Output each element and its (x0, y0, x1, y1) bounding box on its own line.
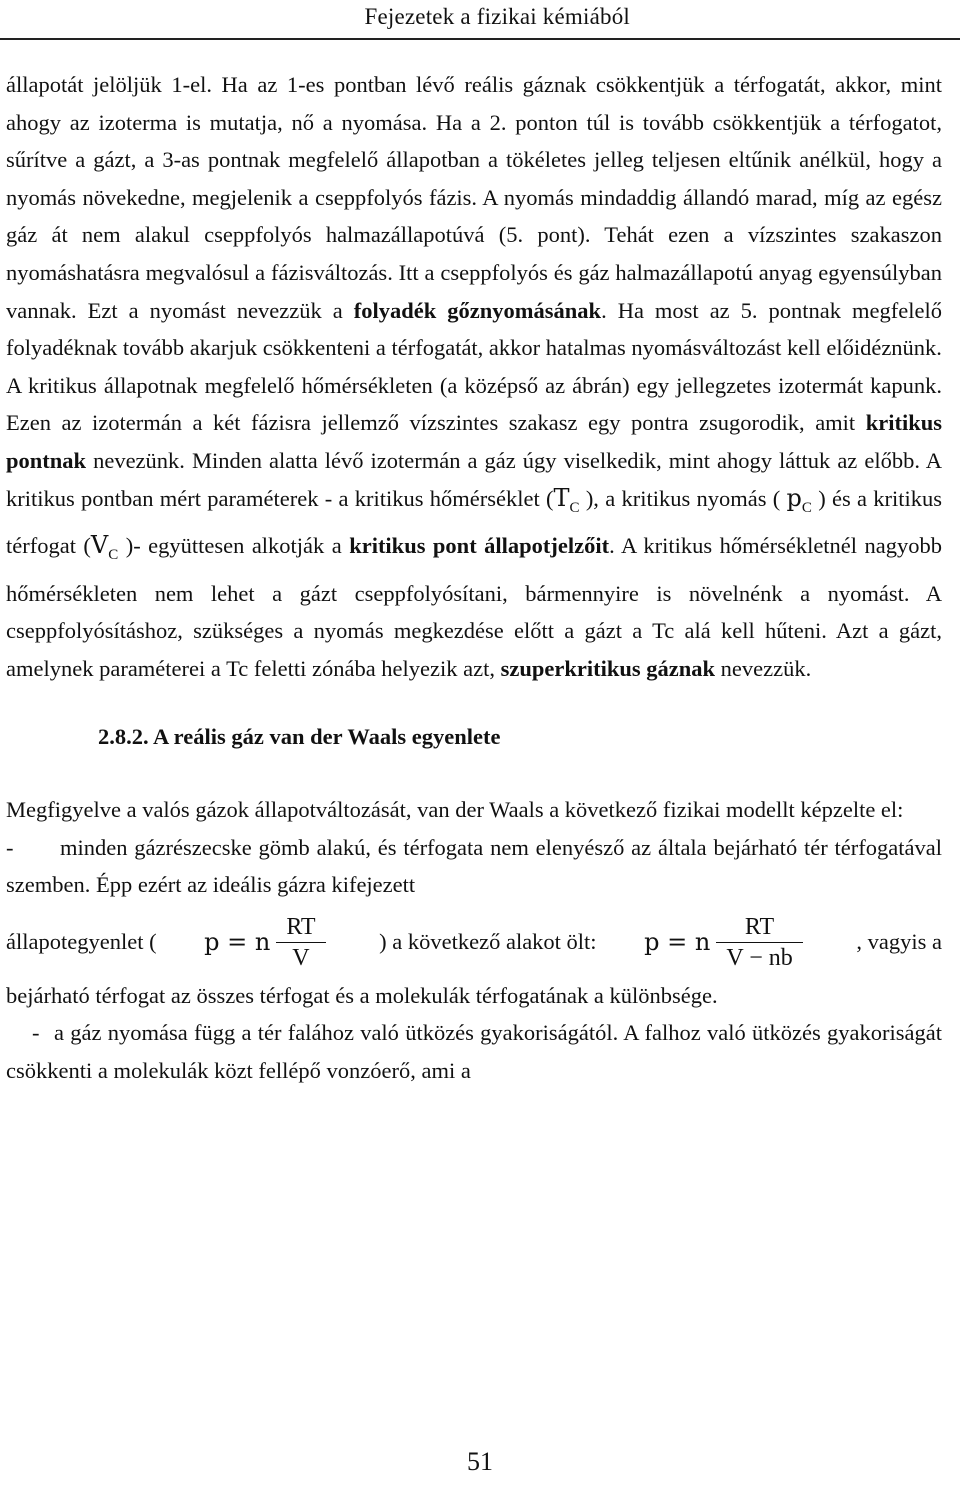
text-run: nevezünk. Minden alatta lévő izotermán a gáz úgy viselkedik, mint ahogy láttuk az előbb. A kritikus pontban mért paraméterek - a kritikus hőmérséklet ( (6, 447, 942, 511)
subscript-c: C (108, 547, 119, 564)
text-run: )- együttesen alkotják a (118, 533, 350, 559)
vdw-volume-formula (644, 912, 809, 973)
page-body (6, 66, 942, 1090)
formula-mid-text: ) a következő alakot ölt: (379, 929, 597, 955)
page-number: 51 (467, 1447, 493, 1476)
text-run: . A kritikus hőmérsékletnél nagyobb hőmérsékleten nem lehet a gázt cseppfolyósítani, bármennyire is növelnénk a nyomást. A cseppfolyósításhoz, szükséges a nyomás megkezdése előtt a gázt a Tc alá kell hűteni. Azt a gázt, amelynek paraméterei a Tc feletti zónába helyezik azt, (6, 533, 942, 681)
text-run: minden gázrészecske gömb alakú, és térfogata nem elenyésző az általa bejárható tér térfogatával szemben. Épp ezért az ideális gázra kifejezett (6, 834, 942, 898)
page-header (0, 0, 960, 40)
header-title: Fejezetek a fizikai kémiából (364, 4, 630, 29)
term-critical-state: kritikus pont állapotjelzőit (349, 533, 610, 559)
paragraph-critical-point (6, 367, 942, 688)
fraction-denominator: V − nb (726, 944, 793, 971)
formula-pre-text: állapotegyenlet ( (6, 929, 157, 955)
term-critical-point: kritikus pontnak (6, 410, 942, 473)
list-item-1 (6, 829, 942, 904)
list-item-1-continued: bejárható térfogat az összes térfogat és a molekulák térfogatának a különbsége. (6, 982, 718, 1008)
text-run: ) és a kritikus térfogat ( (6, 485, 942, 559)
fraction-numerator: RT (716, 912, 802, 943)
list-item-2 (6, 1014, 942, 1089)
symbol-T: T (553, 483, 570, 512)
text-run: ), a kritikus nyomás ( (579, 485, 787, 511)
text-run: A kritikus állapotnak megfelelő hőmérsékleten (a középső az ábrán) egy jellegzetes izotermát kapunk. Ezen az izotermán a két fázisra jellemző vízszintes szakasz egy pontra zsugorodik, amit (6, 372, 942, 436)
dash-bullet: - (32, 1020, 40, 1046)
term-vapor-pressure: folyadék gőznyomásának (353, 297, 602, 323)
formula-line (6, 912, 942, 973)
fraction-numerator: RT (276, 912, 325, 943)
dash-bullet: - (6, 834, 14, 860)
section-heading: 2.8.2. A reális gáz van der Waals egyenlete (98, 723, 501, 749)
paragraph-vdw-intro: Megfigyelve a valós gázok állapotváltozását, van der Waals a következő fizikai modellt képzelte el: (6, 797, 904, 823)
formula-lhs: p = n (644, 928, 711, 957)
subscript-c: C (569, 499, 580, 516)
formula-post-text: , vagyis a (856, 929, 942, 955)
text-run: . Ha most az 5. pontnak megfelelő folyadéknak tovább akarjuk csökkenteni a térfogatát, akkor hatalmas nyomásváltozást kell előidéznünk. (6, 297, 942, 361)
fraction (716, 912, 802, 973)
symbol-V: V (90, 531, 109, 560)
text-run: állapotát jelöljük 1-el. Ha az 1-es pontban lévő reális gáznak csökkentjük a térfogatát, akkor, mint ahogy az izoterma is mutatja, nő a nyomása. Ha a 2. ponton túl is tovább csökkentjük a térfogatot, sűrítve a gázt, a 3-as pontnak megfelelő állapotban a tökéletes jelleg teljesen eltűnik anélkül, hogy a nyomás növekedne, megjelenik a cseppfolyós fázis. A nyomás mindaddig állandó marad, míg az egész gáz át nem alakul cseppfolyós halmazállapotúvá (5. pont). Tehát ezen a vízszintes szakaszon nyomáshatásra megvalósul a fázisváltozás. Itt a cseppfolyós és gáz halmazállapotú anyag egyensúlyban vannak. Ezt a nyomást nevezzük a (6, 72, 942, 323)
symbol-p: p (786, 483, 802, 512)
formula-lhs: p = n (204, 928, 271, 957)
ideal-gas-formula (204, 912, 331, 973)
subscript-c: C (801, 499, 812, 516)
text-run: a gáz nyomása függ a tér falához való ütközés gyakoriságától. A falhoz való ütközés gyakoriságát csökkenti a molekulák közt fellépő vonzóerő, ami a (6, 1020, 942, 1084)
paragraph-vapor-pressure (6, 66, 942, 367)
fraction (276, 912, 325, 973)
text-run: nevezzük. (715, 655, 812, 681)
fraction-denominator: V (292, 944, 310, 971)
term-supercritical-gas: szuperkritikus gáznak (500, 655, 716, 681)
